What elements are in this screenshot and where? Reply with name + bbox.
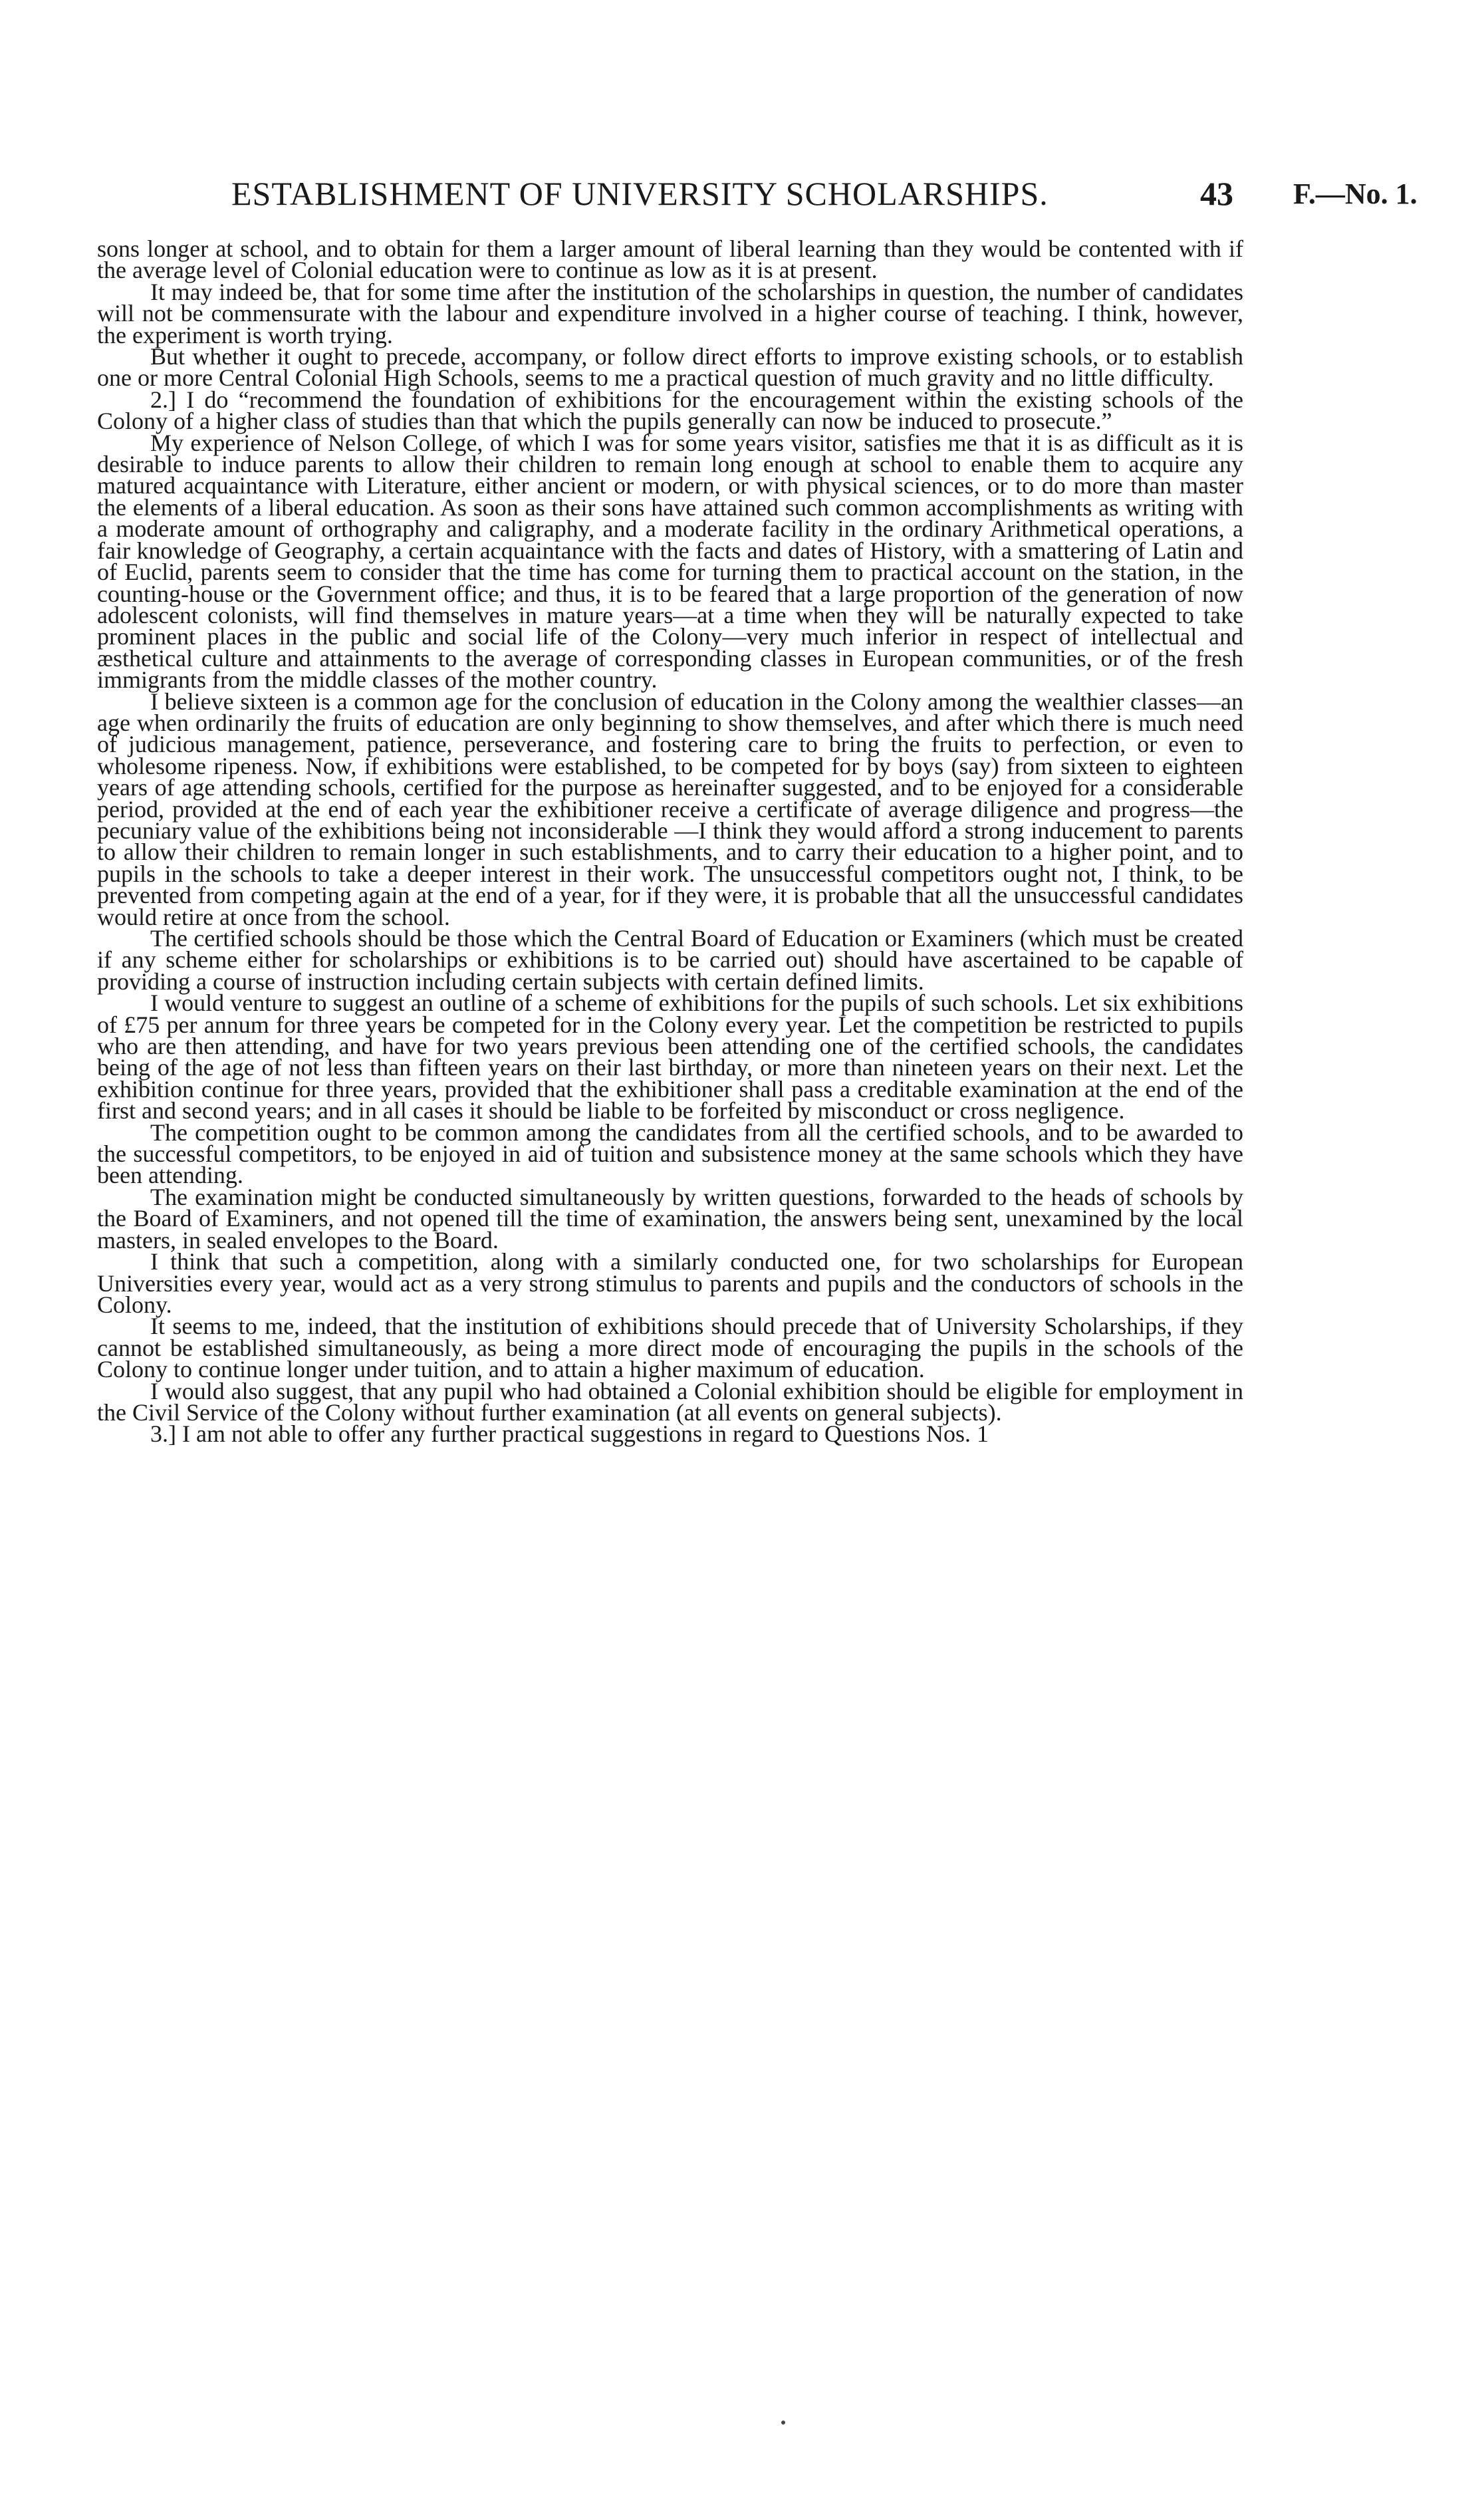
paragraph: The competition ought to be common among the candidates from all the certified schools, and to be awarded to the successful competitors, to be enjoyed in aid of tuition and subsistence money at the same schools which they have been attending. [97,1119,1243,1189]
print-mark [781,2421,785,2425]
paragraph: I would venture to suggest an outline of a scheme of exhibitions for the pupils of such schools. Let six exhibitions of £75 per annum for three years be competed for in the Colony every year. Let the competition be restricted to pupils who are then attending, and have for two years previous been attending one of the certified schools, the candidates being of the age of not less than fifteen years on their last birthday, or more than nineteen years on their next. Let the exhibition continue for three years, provided that the exhibitioner shall pass a creditable examination at the end of the first and second years; and in all cases it should be liable to be forfeited by misconduct or cross negligence. [97,989,1243,1124]
body-text [97,235,1243,1448]
paragraph: I think that such a competition, along with a similarly conducted one, for two scholarships for European Universities every year, would act as a very strong stimulus to parents and pupils and the conductors of schools in the Colony. [97,1248,1243,1318]
page-number: 43 [1200,175,1233,212]
running-title: ESTABLISHMENT OF UNIVERSITY SCHOLARSHIPS. [231,175,1049,212]
paragraph: The examination might be conducted simultaneously by written questions, forwarded to the heads of schools by the Board of Examiners, and not opened till the time of examination, the answers being sent, unexamined by the local masters, in sealed envelopes to the Board. [97,1183,1243,1253]
paragraph-continuation: sons longer at school, and to obtain for them a larger amount of liberal learning than they would be contented with if the average level of Colonial education were to continue as low as it is at present. [97,235,1243,284]
paragraph: I believe sixteen is a common age for the conclusion of education in the Colony among the wealthier classes—an age when ordinarily the fruits of education are only beginning to show themselves, and after which there is much need of judicious management, patience, perseverance, and fostering care to bring the fruits to perfection, or even to wholesome ripeness. Now, if exhibitions were established, to be competed for by boys (say) from sixteen to eighteen years of age attending schools, certified for the purpose as hereinafter suggested, and to be enjoyed for a considerable period, provided at the end of each year the exhibitioner receive a certificate of average diligence and progress—the pecuniary value of the exhibitions being not inconsiderable —I think they would afford a strong inducement to parents to allow their children to remain longer in such establishments, and to carry their education to a higher point, and to pupils in the schools to take a deeper interest in their work. The unsuccessful competitors ought not, I think, to be prevented from competing again at the end of a year, for if they were, it is probable that all the unsuccessful candidates would retire at once from the school. [97,688,1243,930]
paragraph: It may indeed be, that for some time after the institution of the scholarships in question, the number of candidates will not be commensurate with the labour and expenditure involved in a higher course of teaching. I think, however, the experiment is worth trying. [97,278,1243,348]
paragraph-question-3: 3.] I am not able to offer any further practical suggestions in regard to Questions Nos. 1 [150,1420,989,1448]
paragraph: But whether it ought to precede, accompany, or follow direct efforts to improve existing schools, or to establish one or more Central Colonial High Schools, seems to me a practical question of much gravity and no little difficulty. [97,343,1243,392]
paragraph-question-2: 2.] I do “recommend the foundation of exhibitions for the encouragement within the existing schools of the Colony of a higher class of studies than that which the pupils generally can now be induced to prosecute.” [97,386,1243,435]
paragraph: I would also suggest, that any pupil who had obtained a Colonial exhibition should be eligible for employment in the Civil Service of the Colony without further examination (at all events on general subjects). [97,1377,1243,1426]
paragraph: It seems to me, indeed, that the institution of exhibitions should precede that of University Scholarships, if they cannot be established simultaneously, as being a more direct mode of encouraging the pupils in the schools of the Colony to continue longer under tuition, and to attain a higher maximum of education. [97,1313,1243,1383]
paragraph: The certified schools should be those which the Central Board of Education or Examiners (which must be created if any scheme either for scholarships or exhibitions is to be carried out) should have ascertained to be capable of providing a course of instruction including certain subjects with certain defined limits. [97,925,1243,995]
page-header [0,174,1484,221]
document-reference: F.—No. 1. [1293,178,1418,210]
paragraph: My experience of Nelson College, of which I was for some years visitor, satisfies me that it is as difficult as it is desirable to induce parents to allow their children to remain long enough at school to enable them to acquire any matured acquaintance with Literature, either ancient or modern, or with physical sciences, or to do more than master the elements of a liberal education. As soon as their sons have attained such common accomplishments as writing with a moderate amount of orthography and caligraphy, and a moderate facility in the ordinary Arithmetical operations, a fair knowledge of Geography, a certain acquaintance with the facts and dates of History, with a smattering of Latin and of Euclid, parents seem to consider that the time has come for turning them to practical account on the station, in the counting-house or the Government office; and thus, it is to be feared that a large proportion of the generation of now adolescent colonists, will find themselves in mature years—at a time when they will be naturally expected to take prominent places in the public and social life of the Colony—very much inferior in respect of intellectual and æsthetical culture and attainments to the average of corresponding classes in European communities, or of the fresh immigrants from the middle classes of the mother country. [97,429,1243,694]
